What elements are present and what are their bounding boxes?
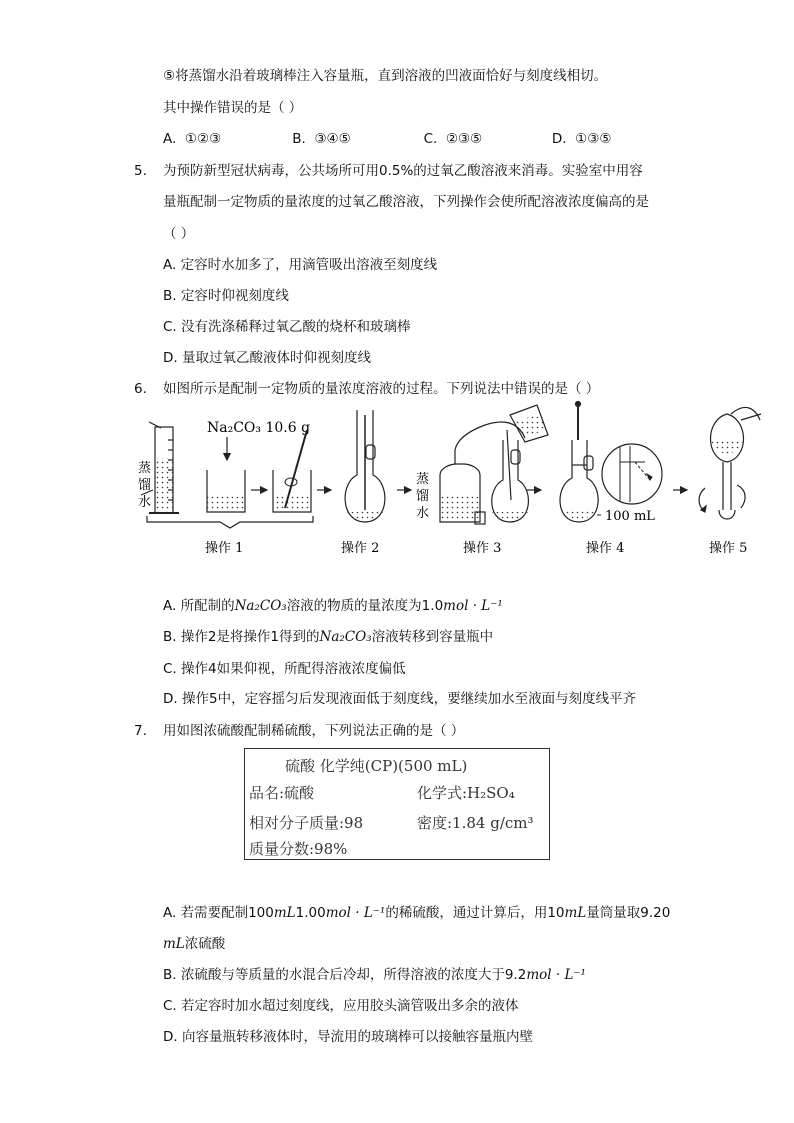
water-label-char-3: 水 <box>138 495 152 510</box>
q5-option-d[interactable]: D. 量取过氧乙酸液体时仰视刻度线 <box>163 350 371 366</box>
water-label-char-1b: 蒸 <box>416 472 430 487</box>
wash-bottle <box>440 422 525 522</box>
caption-op1: 操作 1 <box>205 541 244 556</box>
water-label-char-2: 馏 <box>138 478 152 493</box>
caption-op5: 操作 5 <box>709 541 748 556</box>
label-density: 密度:1.84 g/cm³ <box>417 814 534 832</box>
volume-label: 100 mL <box>605 509 655 524</box>
q5-stem-line1: 为预防新型冠状病毒，公共场所可用0.5%的过氧乙酸溶液来消毒。实验室中用容 <box>163 163 643 179</box>
q5-option-a[interactable]: A. 定容时水加多了，用滴管吸出溶液至刻度线 <box>163 257 438 273</box>
q4-step5: ⑤将蒸馏水沿着玻璃棒注入容量瓶，直到溶液的凹液面恰好与刻度线相切。 <box>163 68 608 84</box>
inverted-flask <box>699 407 761 519</box>
q6-stem: 如图所示是配制一定物质的量浓度溶液的过程。下列说法中错误的是（ ） <box>163 381 600 397</box>
volumetric-flask-2 <box>345 410 385 522</box>
q7-option-a-line2: mL浓硫酸 <box>163 936 226 952</box>
q4-option-b[interactable]: B. ③④⑤ <box>292 131 351 147</box>
q4-option-a[interactable]: A. ①②③ <box>163 131 222 147</box>
q5-option-b[interactable]: B. 定容时仰视刻度线 <box>163 288 289 304</box>
caption-op3: 操作 3 <box>463 541 502 556</box>
q7-option-b[interactable]: B. 浓硫酸与等质量的水混合后冷却，所得溶液的浓度大于9.2mol · L⁻¹ <box>163 967 586 983</box>
q6-number: 6. <box>134 381 147 397</box>
pouring-beaker <box>507 405 548 500</box>
q7-option-d[interactable]: D. 向容量瓶转移液体时，导流用的玻璃棒可以接触容量瓶内壁 <box>163 1029 533 1045</box>
q7-option-c[interactable]: C. 若定容时加水超过刻度线，应用胶头滴管吸出多余的液体 <box>163 998 519 1014</box>
q6-option-d[interactable]: D. 操作5中，定容摇匀后发现液面低于刻度线，要继续加水至液面与刻度线平齐 <box>163 691 637 707</box>
q4-prompt: 其中操作错误的是（ ） <box>163 100 303 116</box>
q6-option-a[interactable]: A. 所配制的Na₂CO₃溶液的物质的量浓度为1.0mol · L⁻¹ <box>163 598 503 614</box>
solution-preparation-figure <box>135 400 775 556</box>
label-molar-mass: 相对分子质量:98 <box>249 814 364 832</box>
q5-stem-line2: 量瓶配制一定物质的量浓度的过氧乙酸溶液，下列操作会使所配溶液浓度偏高的是 <box>163 194 649 210</box>
beaker-1 <box>207 470 245 512</box>
beaker-2 <box>273 430 311 512</box>
water-label-char-3b: 水 <box>416 506 430 521</box>
q5-number: 5. <box>134 163 147 179</box>
caption-op4: 操作 4 <box>586 541 625 556</box>
q5-stem-line3: （ ） <box>163 226 195 242</box>
magnified-view <box>602 444 662 504</box>
q7-stem: 用如图浓硫酸配制稀硫酸，下列说法正确的是（ ） <box>163 723 465 739</box>
caption-op2: 操作 2 <box>341 541 380 556</box>
q5-option-c[interactable]: C. 没有洗涤稀释过氧乙酸的烧杯和玻璃棒 <box>163 319 411 335</box>
sulfuric-acid-label <box>244 748 550 860</box>
q4-options <box>163 130 611 148</box>
volumetric-flask-4 <box>560 402 598 523</box>
q7-number: 7. <box>134 723 147 739</box>
label-title: 硫酸 化学纯(CP)(500 mL) <box>285 757 468 775</box>
label-name: 品名:硫酸 <box>249 784 315 802</box>
q4-option-c[interactable]: C. ②③⑤ <box>423 131 483 147</box>
q6-option-c[interactable]: C. 操作4如果仰视，所配得溶液浓度偏低 <box>163 661 406 677</box>
label-mass-fraction: 质量分数:98% <box>249 840 348 858</box>
label-formula: 化学式:H₂SO₄ <box>417 784 515 802</box>
q6-option-b[interactable]: B. 操作2是将操作1得到的Na₂CO₃溶液转移到容量瓶中 <box>163 629 494 645</box>
water-label-char-1: 蒸 <box>138 461 152 476</box>
water-label-char-2b: 馏 <box>416 489 430 504</box>
q7-option-a[interactable]: A. 若需要配制100mL1.00mol · L⁻¹的稀硫酸，通过计算后，用10mL量筒量取9.20 <box>163 905 671 921</box>
reagent-label: Na₂CO₃ 10.6 g <box>207 420 311 436</box>
q4-option-d[interactable]: D. ①③⑤ <box>551 131 612 147</box>
